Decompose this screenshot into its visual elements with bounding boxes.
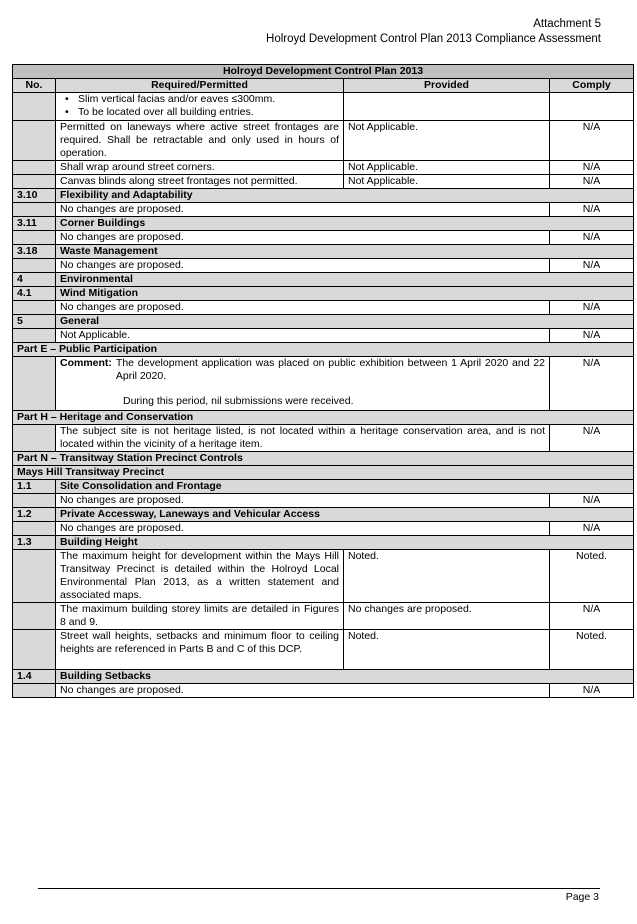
provided-cell: Not Applicable. xyxy=(344,161,550,175)
table-row xyxy=(13,357,634,411)
table-row xyxy=(13,161,634,175)
table-row xyxy=(13,603,634,630)
footer-divider xyxy=(38,888,600,889)
comply-cell: Noted. xyxy=(550,550,634,603)
comply-cell: N/A xyxy=(550,231,634,245)
section-row xyxy=(13,670,634,684)
section-row xyxy=(13,536,634,550)
section-row xyxy=(13,480,634,494)
section-number: 1.4 xyxy=(13,670,56,684)
section-number: 3.11 xyxy=(13,217,56,231)
section-title: Waste Management xyxy=(56,245,634,259)
section-title: Corner Buildings xyxy=(56,217,634,231)
section-number: 5 xyxy=(13,315,56,329)
required-cell: Canvas blinds along street frontages not permitted. xyxy=(56,175,344,189)
comply-cell: N/A xyxy=(550,522,634,536)
section-row xyxy=(13,189,634,203)
section-number: 4 xyxy=(13,273,56,287)
section-number: 4.1 xyxy=(13,287,56,301)
table-row xyxy=(13,301,634,315)
required-cell: No changes are proposed. xyxy=(56,522,550,536)
comment-text-2: During this period, nil submissions were received. xyxy=(123,395,354,407)
table-row xyxy=(13,175,634,189)
section-title: Building Height xyxy=(56,536,634,550)
page-number: Page 3 xyxy=(565,891,599,903)
section-number: 3.18 xyxy=(13,245,56,259)
table-row xyxy=(13,203,634,217)
section-row xyxy=(13,217,634,231)
comment-label: Comment: xyxy=(60,357,112,369)
section-row xyxy=(13,273,634,287)
table-row xyxy=(13,93,634,121)
section-number: 1.1 xyxy=(13,480,56,494)
required-cell: The maximum height for development within the Mays Hill Transitway Precinct is detailed within the Holroyd Local Environmental Plan 2013, as a written statement and associated maps. xyxy=(56,550,344,603)
part-title: Part N – Transitway Station Precinct Controls xyxy=(13,452,634,466)
column-header-row xyxy=(13,79,634,93)
required-cell: The subject site is not heritage listed, is not located within a heritage conservation area, and is not located within the vicinity of a heritage item. xyxy=(56,425,550,452)
required-cell: No changes are proposed. xyxy=(56,203,550,217)
section-title: General xyxy=(56,315,634,329)
table-row xyxy=(13,121,634,161)
compliance-table xyxy=(12,64,634,698)
part-title: Part E – Public Participation xyxy=(13,343,634,357)
table-row xyxy=(13,329,634,343)
comply-cell: N/A xyxy=(550,175,634,189)
precinct-title: Mays Hill Transitway Precinct xyxy=(13,466,634,480)
section-number: 3.10 xyxy=(13,189,56,203)
comply-cell: N/A xyxy=(550,161,634,175)
table-row xyxy=(13,259,634,273)
comply-cell: N/A xyxy=(550,425,634,452)
section-row xyxy=(13,508,634,522)
part-title: Part H – Heritage and Conservation xyxy=(13,411,634,425)
col-header-provided: Provided xyxy=(344,79,550,93)
section-title: Environmental xyxy=(56,273,634,287)
section-row xyxy=(13,315,634,329)
precinct-row xyxy=(13,466,634,480)
required-cell xyxy=(56,93,344,121)
section-number: 1.3 xyxy=(13,536,56,550)
required-cell: No changes are proposed. xyxy=(56,259,550,273)
part-row xyxy=(13,343,634,357)
table-title: Holroyd Development Control Plan 2013 xyxy=(13,65,634,79)
section-title: Wind Mitigation xyxy=(56,287,634,301)
table-row xyxy=(13,684,634,698)
provided-cell: Not Applicable. xyxy=(344,121,550,161)
attachment-label: Attachment 5 xyxy=(533,18,601,30)
required-cell: No changes are proposed. xyxy=(56,684,550,698)
part-row xyxy=(13,411,634,425)
provided-cell: Not Applicable. xyxy=(344,175,550,189)
comply-cell: N/A xyxy=(550,329,634,343)
comply-cell: N/A xyxy=(550,301,634,315)
list-item: • To be located over all building entries. xyxy=(60,106,339,119)
table-row xyxy=(13,231,634,245)
comply-cell: N/A xyxy=(550,259,634,273)
required-cell: No changes are proposed. xyxy=(56,301,550,315)
section-title: Private Accessway, Laneways and Vehicular Access xyxy=(56,508,634,522)
required-cell: Not Applicable. xyxy=(56,329,550,343)
col-header-comply: Comply xyxy=(550,79,634,93)
page-header xyxy=(266,17,601,47)
table-row xyxy=(13,550,634,603)
comply-cell: N/A xyxy=(550,357,634,411)
table-row xyxy=(13,630,634,670)
comply-cell: N/A xyxy=(550,603,634,630)
required-cell: The maximum building storey limits are detailed in Figures 8 and 9. xyxy=(56,603,344,630)
part-row xyxy=(13,452,634,466)
section-row xyxy=(13,287,634,301)
provided-cell: Noted. xyxy=(344,550,550,603)
table-row xyxy=(13,425,634,452)
comment-cell xyxy=(56,357,550,411)
section-number: 1.2 xyxy=(13,508,56,522)
provided-cell xyxy=(344,93,550,121)
section-row xyxy=(13,245,634,259)
required-cell: Permitted on laneways where active street frontages are required. Shall be retractable and only used in hours of operation. xyxy=(56,121,344,161)
required-cell: No changes are proposed. xyxy=(56,494,550,508)
section-title: Site Consolidation and Frontage xyxy=(56,480,634,494)
section-title: Flexibility and Adaptability xyxy=(56,189,634,203)
required-cell: Street wall heights, setbacks and minimum floor to ceiling heights are referenced in Parts B and C of this DCP. xyxy=(56,630,344,670)
comply-cell: N/A xyxy=(550,494,634,508)
comply-cell xyxy=(550,93,634,121)
col-header-no: No. xyxy=(13,79,56,93)
provided-cell: No changes are proposed. xyxy=(344,603,550,630)
comply-cell: N/A xyxy=(550,684,634,698)
col-header-required: Required/Permitted xyxy=(56,79,344,93)
required-cell: Shall wrap around street corners. xyxy=(56,161,344,175)
comply-cell: N/A xyxy=(550,203,634,217)
comment-text: The development application was placed on public exhibition between 1 April 2020 and 22 April 2020. xyxy=(115,357,545,382)
comply-cell: Noted. xyxy=(550,630,634,670)
bullet-list xyxy=(60,93,339,119)
list-item: • Slim vertical facias and/or eaves ≤300mm. xyxy=(60,93,339,106)
document-subtitle: Holroyd Development Control Plan 2013 Compliance Assessment xyxy=(266,33,601,45)
comply-cell: N/A xyxy=(550,121,634,161)
section-title: Building Setbacks xyxy=(56,670,634,684)
table-title-row xyxy=(13,65,634,79)
table-row xyxy=(13,522,634,536)
table-row xyxy=(13,494,634,508)
required-cell: No changes are proposed. xyxy=(56,231,550,245)
provided-cell: Noted. xyxy=(344,630,550,670)
